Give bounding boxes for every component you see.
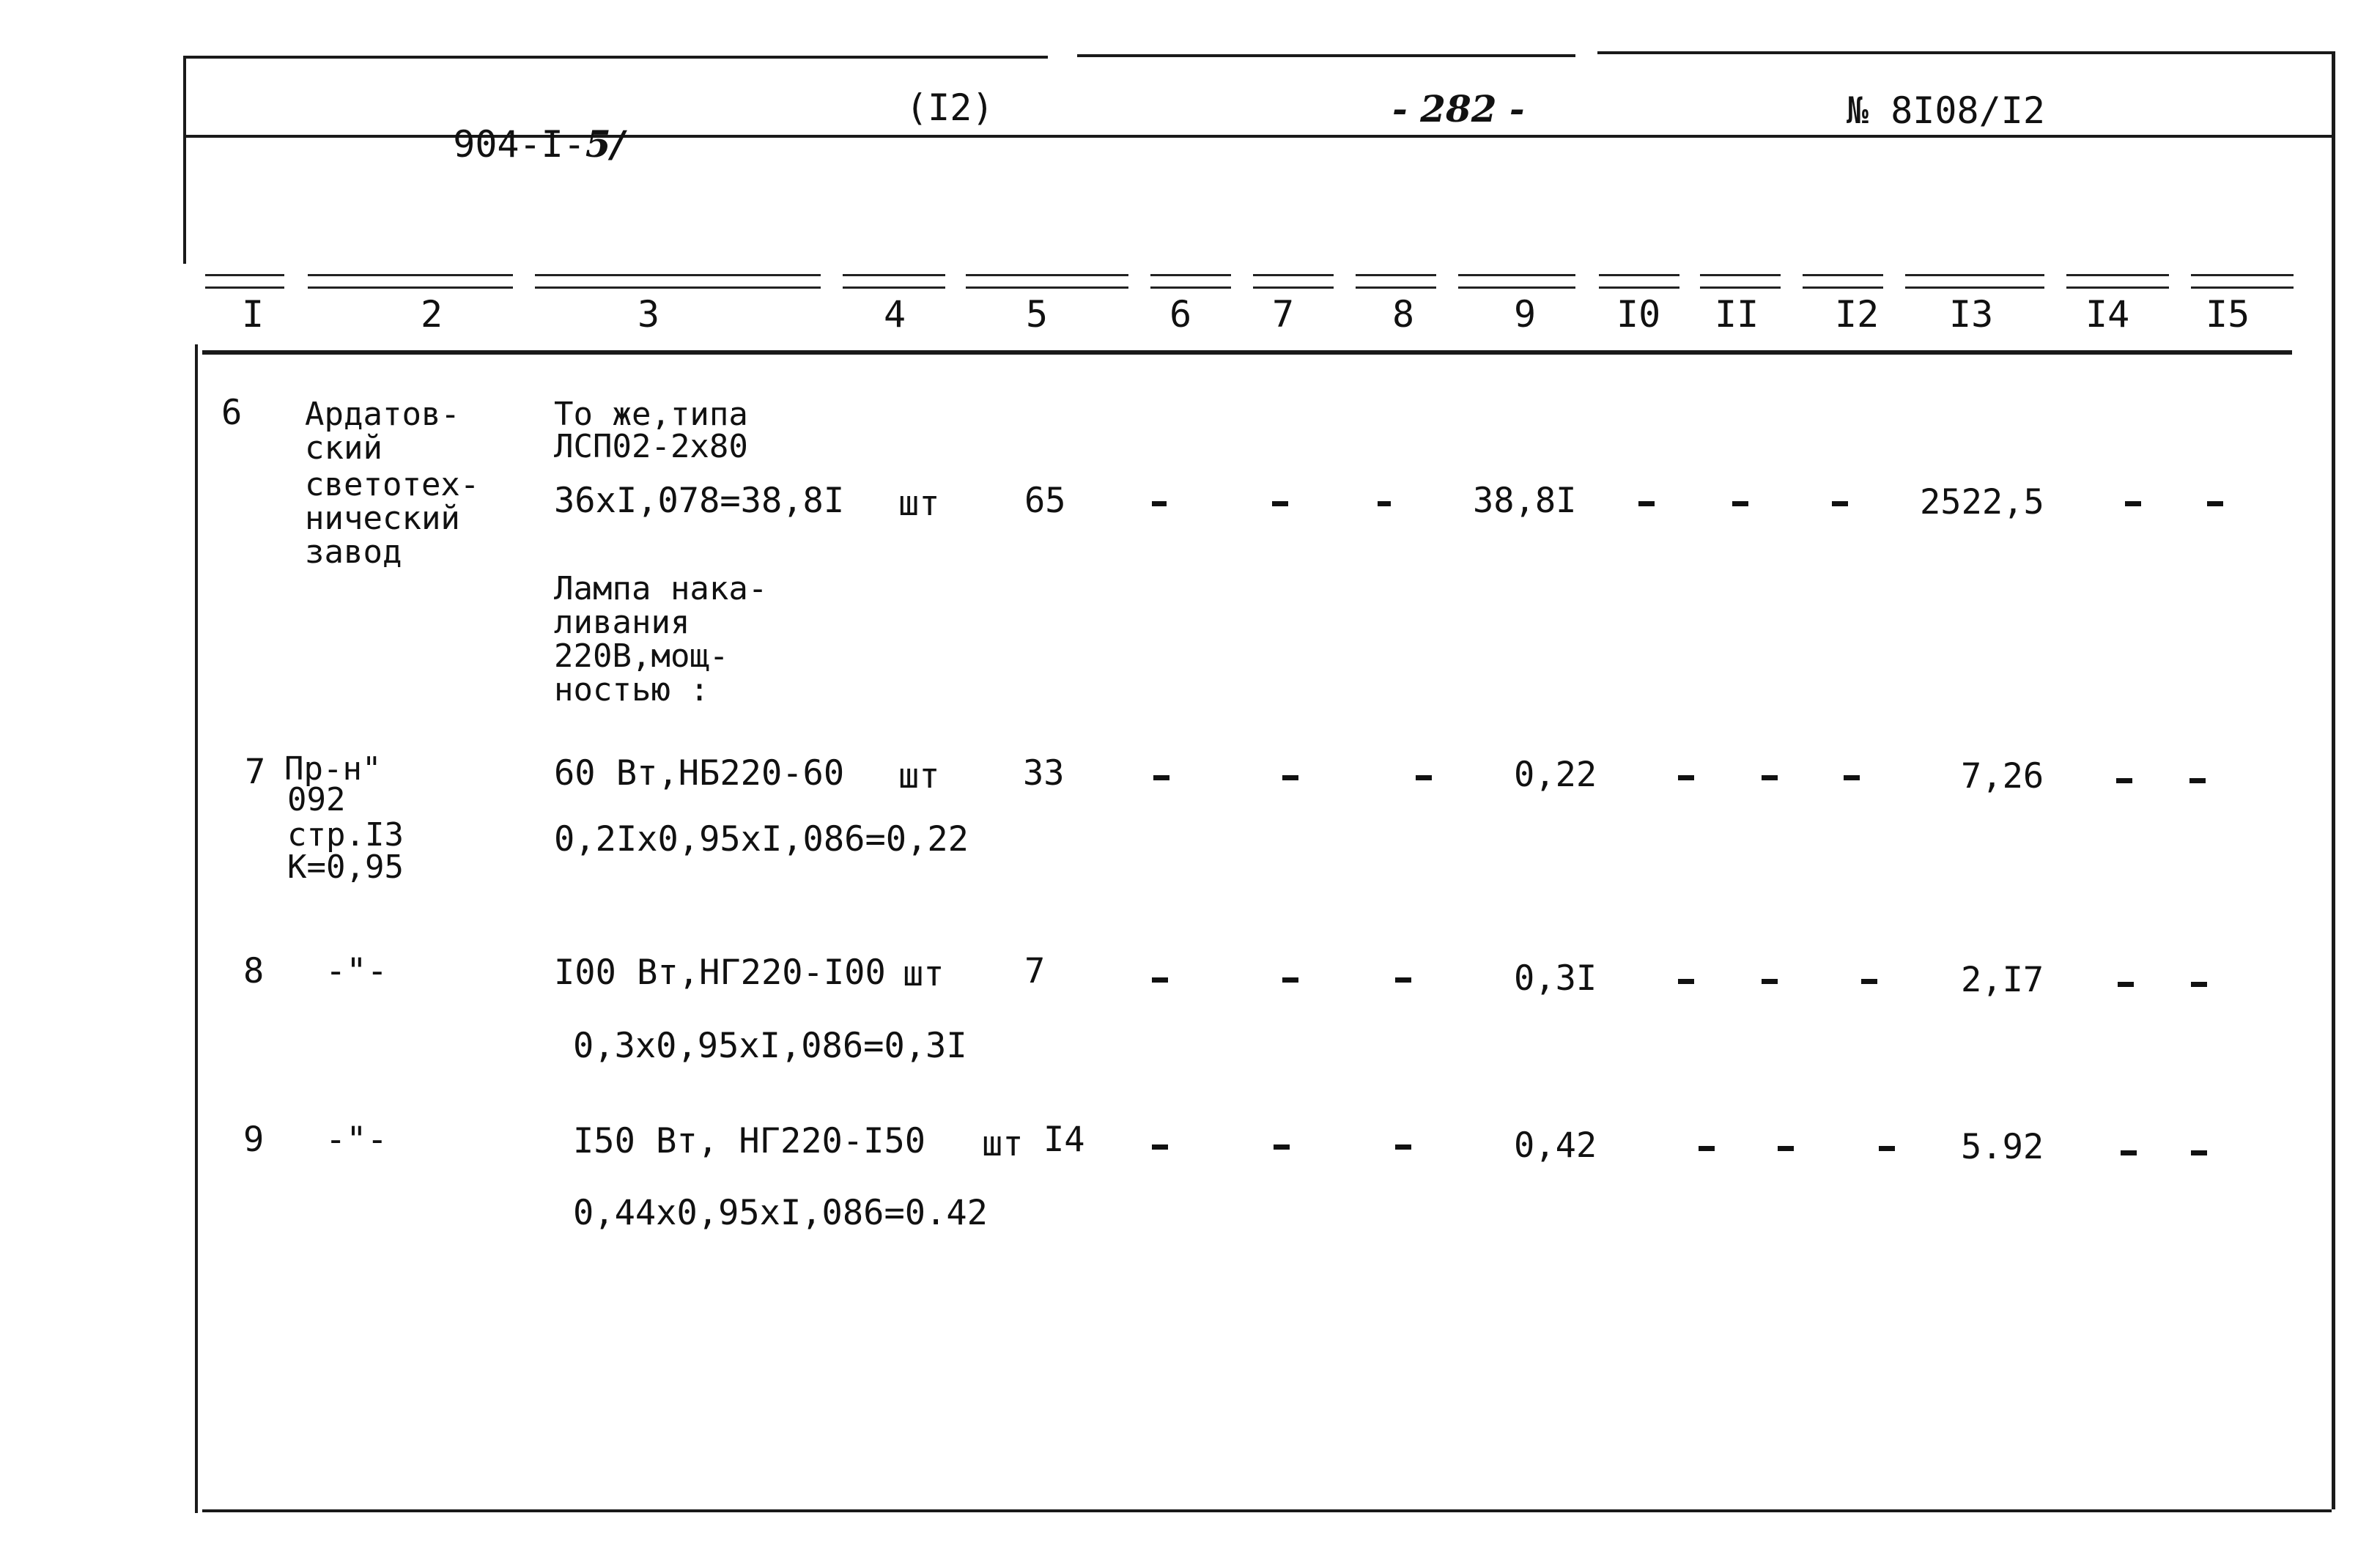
col-rule	[1150, 274, 1231, 289]
empty-cell-dash	[2125, 501, 2141, 506]
total: 7,26	[1961, 756, 2044, 796]
col-rule	[1700, 274, 1781, 289]
item-name-line: I00 Вт,НГ220-I00	[554, 953, 886, 993]
quantity: 65	[1024, 481, 1066, 521]
frame-top-line-3	[1597, 51, 2332, 54]
column-number: 3	[638, 293, 660, 336]
frame-right-line	[2332, 51, 2335, 1509]
note-line: Лампа нака-	[554, 570, 768, 607]
column-number: 9	[1514, 293, 1537, 336]
empty-cell-dash	[2116, 778, 2132, 783]
sheet-number: № 8I08/I2	[1847, 89, 2045, 132]
quantity-calculation: 36хI,078=38,8I	[554, 481, 845, 521]
row-number: 8	[243, 951, 265, 991]
supplier-ditto: -"-	[325, 951, 388, 991]
col-rule	[1253, 274, 1334, 289]
column-number: 8	[1392, 293, 1415, 336]
unit-price: 0,42	[1514, 1125, 1597, 1166]
unit: шт	[898, 484, 940, 524]
empty-cell-dash	[1732, 501, 1748, 506]
col-rule	[2191, 274, 2294, 289]
column-number: I	[242, 293, 265, 336]
empty-cell-dash	[1395, 977, 1411, 983]
empty-cell-dash	[1762, 775, 1778, 780]
document-code	[409, 89, 624, 166]
row-number: 9	[243, 1120, 265, 1160]
col-rule	[1803, 274, 1883, 289]
item-name-line: 60 Вт,НБ220-60	[554, 753, 845, 794]
empty-cell-dash	[1282, 775, 1298, 780]
empty-cell-dash	[2118, 982, 2134, 987]
column-number: 4	[884, 293, 906, 336]
note-line: 220В,мощ-	[554, 637, 729, 675]
empty-cell-dash	[1762, 979, 1778, 984]
supplier-line: Ардатов-	[305, 396, 460, 433]
column-number: I3	[1949, 293, 1994, 336]
unit: шт	[982, 1124, 1024, 1164]
frame-left-line	[183, 59, 186, 264]
column-number: 2	[421, 293, 443, 336]
col-rule	[966, 274, 1128, 289]
col-rule	[1905, 274, 2044, 289]
document-code-handwritten: 5/	[585, 122, 624, 166]
total: 2522,5	[1920, 482, 2044, 522]
empty-cell-dash	[1395, 1144, 1411, 1150]
item-name-line: То же,типа	[554, 396, 748, 433]
col-rule	[1599, 274, 1679, 289]
empty-cell-dash	[1152, 501, 1167, 506]
col-rule	[2066, 274, 2169, 289]
quantity-calculation: 0,44х0,95хI,086=0.42	[573, 1193, 988, 1233]
note-line: ностью :	[554, 671, 709, 709]
empty-cell-dash	[1699, 1146, 1715, 1151]
empty-cell-dash	[1416, 775, 1432, 780]
note-line: ливания	[554, 604, 690, 641]
column-number: 6	[1169, 293, 1192, 336]
column-number: I0	[1616, 293, 1661, 336]
empty-cell-dash	[1861, 979, 1877, 984]
empty-cell-dash	[1282, 977, 1298, 983]
empty-cell-dash	[1879, 1146, 1895, 1151]
supplier-line: ский	[305, 429, 382, 467]
quantity-calculation: 0,2Iх0,95хI,086=0,22	[554, 819, 969, 859]
item-name-line: ЛСП02-2х80	[554, 428, 748, 465]
total: 5.92	[1961, 1127, 2044, 1167]
column-number: II	[1715, 293, 1759, 336]
col-rule	[535, 274, 821, 289]
frame-top-line	[183, 56, 1048, 59]
unit: шт	[898, 756, 940, 796]
column-number: I4	[2085, 293, 2130, 336]
col-rule	[1458, 274, 1575, 289]
empty-cell-dash	[1153, 775, 1169, 780]
supplier-line: завод	[305, 533, 402, 571]
column-number: I5	[2206, 293, 2250, 336]
empty-cell-dash	[1152, 1144, 1168, 1150]
col-rule	[308, 274, 513, 289]
empty-cell-dash	[1152, 977, 1168, 983]
empty-cell-dash	[1678, 979, 1694, 984]
empty-cell-dash	[1832, 501, 1848, 506]
quantity: 7	[1024, 951, 1046, 991]
empty-cell-dash	[2191, 982, 2207, 987]
part-number: (I2)	[906, 86, 994, 129]
row-number: 6	[221, 393, 243, 433]
supplier-line: светотех-	[305, 466, 480, 503]
total: 2,I7	[1961, 960, 2044, 1000]
row-number: 7	[245, 752, 266, 792]
item-name-line: I50 Вт, НГ220-I50	[573, 1121, 926, 1161]
supplier-line: К=0,95	[287, 848, 404, 886]
empty-cell-dash	[1678, 775, 1694, 780]
supplier-line: стр.I3	[287, 816, 404, 854]
unit: шт	[903, 954, 945, 994]
frame-top-line-2	[1077, 54, 1575, 57]
frame-bottom-line	[202, 1509, 2332, 1512]
col-rule	[843, 274, 945, 289]
col-rule	[205, 274, 284, 289]
column-number: 5	[1026, 293, 1049, 336]
col-rule	[1356, 274, 1436, 289]
empty-cell-dash	[2121, 1150, 2137, 1155]
supplier-line: нический	[305, 500, 460, 537]
empty-cell-dash	[1272, 501, 1288, 506]
supplier-line: 092	[287, 781, 346, 818]
column-number: 7	[1272, 293, 1295, 336]
unit-price: 0,3I	[1514, 958, 1597, 999]
supplier-ditto: -"-	[325, 1120, 388, 1160]
empty-cell-dash	[1274, 1144, 1290, 1150]
empty-cell-dash	[1844, 775, 1860, 780]
quantity-calculation: 0,3х0,95хI,086=0,3I	[573, 1026, 967, 1066]
quantity: 33	[1023, 753, 1065, 794]
empty-cell-dash	[1378, 501, 1391, 506]
unit-price: 0,22	[1514, 755, 1597, 795]
column-number: I2	[1835, 293, 1880, 336]
empty-cell-dash	[1638, 501, 1655, 506]
empty-cell-dash	[1778, 1146, 1794, 1151]
quantity: I4	[1043, 1120, 1085, 1160]
empty-cell-dash	[2207, 501, 2223, 506]
page-number: - 282 -	[1392, 87, 1525, 130]
empty-cell-dash	[2189, 778, 2206, 783]
frame-left-line-lower	[195, 344, 198, 1513]
unit-price: 38,8I	[1473, 481, 1577, 521]
supplier-line: Пр-н"	[284, 750, 382, 788]
column-header-rule	[202, 350, 2292, 355]
empty-cell-dash	[2191, 1150, 2207, 1155]
document-code-prefix: 904-I-	[453, 123, 585, 166]
